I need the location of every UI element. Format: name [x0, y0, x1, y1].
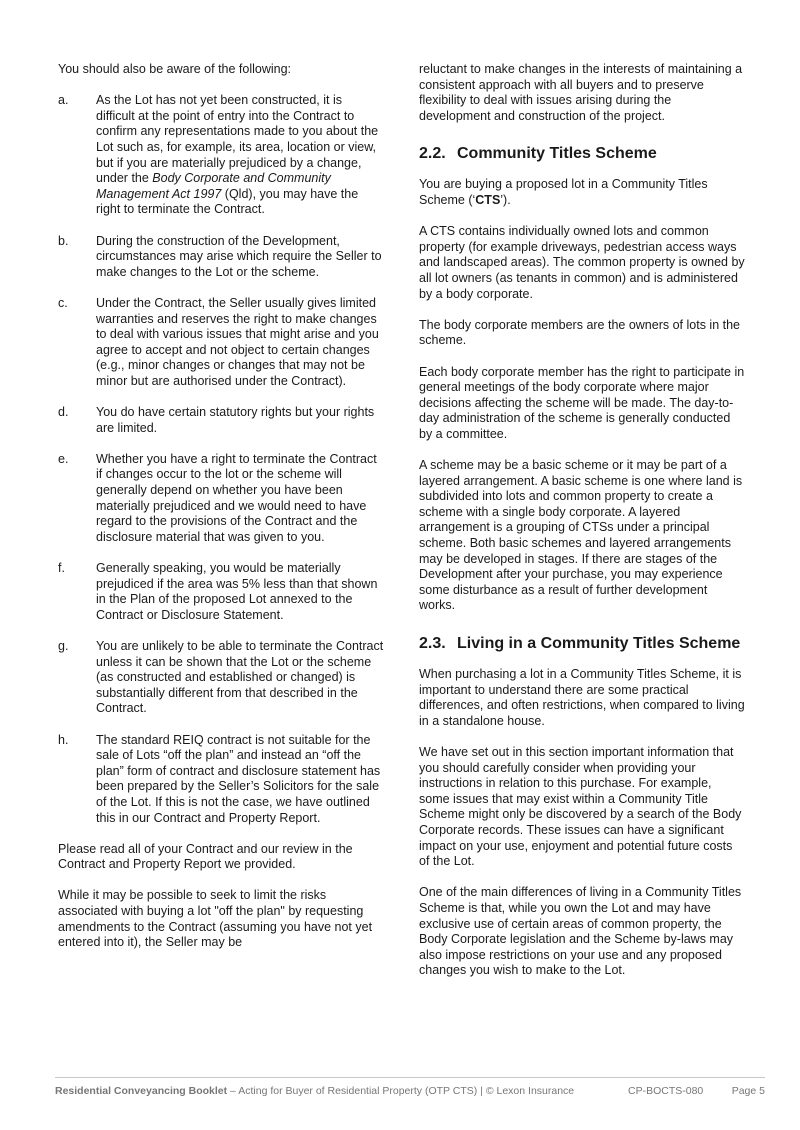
left-column	[58, 62, 384, 966]
paragraph: One of the main differences of living in a Community Titles Scheme is that, while you own the Lot and may have exclusive use of certain areas of common property, the Body Corporate legislation and the Scheme by-laws may also impose restrictions on your use and any proposed changes you wish to make to the Lot.	[419, 885, 742, 978]
footer-page-number: Page 5	[731, 1085, 765, 1097]
paragraph: Each body corporate member has the right to participate in general meetings of the body corporate where major decisions affecting the scheme will be made. The day-to-day administration of the scheme is generally conducted by a committee.	[419, 364, 745, 441]
footer-divider	[55, 1077, 765, 1078]
list-item	[58, 405, 384, 436]
list-item-text: Generally speaking, you would be materially prejudiced if the area was 5% less than that shown in the Plan of the proposed Lot annexed to the Contract or Disclosure Statement.	[96, 561, 378, 622]
paragraph: When purchasing a lot in a Community Titles Scheme, it is important to understand there are some practical differences, and often restrictions, when compared to living in a standalone house.	[419, 667, 745, 728]
list-item	[58, 296, 384, 390]
list-marker: b.	[58, 233, 69, 248]
list-marker: f.	[58, 561, 65, 575]
list-marker: a.	[58, 93, 69, 108]
list-marker: g.	[58, 638, 69, 653]
section-title: Living in a Community Titles Scheme	[457, 635, 741, 652]
list-marker: d.	[58, 405, 69, 420]
list-marker: e.	[58, 451, 69, 466]
list-item-text: Whether you have a right to terminate the Contract if changes occur to the lot or the scheme will generally depend on whether you have been materially prejudiced and we would need to have regard to the provisions of the Contract and the disclosure material that was given to you.	[96, 451, 377, 544]
list-item	[58, 452, 384, 546]
list-item-text: As the Lot has not yet been constructed, it is difficult at the point of entry into the Contract to confirm any representations made to you about the Lot such as, for example, its area, location or view, but if you are materially prejudiced by a change, under the Body Corporate and Community Management Act 1997 (Qld), you may have the right to terminate the Contract.	[96, 93, 379, 217]
list-marker: h.	[58, 732, 69, 747]
list-item	[58, 733, 384, 827]
right-column	[419, 62, 745, 994]
cts-intro-paragraph: You are buying a proposed lot in a Community Titles Scheme (‘CTS’).	[419, 177, 708, 207]
read-contract-paragraph: Please read all of your Contract and our review in the Contract and Property Report we provided.	[58, 841, 353, 872]
paragraph: The body corporate members are the owners of lots in the scheme.	[419, 317, 740, 348]
list-item-text: You do have certain statutory rights but your rights are limited.	[96, 405, 375, 435]
footer-document-code: CP-BOCTS-080	[628, 1085, 704, 1097]
list-item-text: You are unlikely to be able to terminate the Contract unless it can be shown that the Lot or the scheme (as constructed and established or changed) is substantially different from that described in the Contract.	[96, 638, 384, 716]
list-item-text: The standard REIQ contract is not suitable for the sale of Lots “off the plan” and instead an “off the plan” form of contract and disclosure statement has been prepared by the Seller’s Solicitors for the sale of the Lot. If this is not the case, we have outlined this in our Contract and Property Report.	[96, 732, 381, 825]
list-marker: c.	[58, 295, 68, 310]
continuation-paragraph: reluctant to make changes in the interests of maintaining a consistent approach with all buyers and to preserve flexibility to deal with issues arising during the development and construction of the project.	[419, 62, 743, 123]
list-item	[58, 93, 384, 218]
footer-title: Residential Conveyancing Booklet – Acting for Buyer of Residential Property (OTP CTS) | © Lexon Insurance	[55, 1085, 575, 1097]
list-item	[58, 639, 384, 717]
paragraph: A CTS contains individually owned lots and common property (for example driveways, pedestrian access ways and landscaped areas). The common property is owned by all lot owners (as tenants in common) and is administered by a body corporate.	[419, 224, 745, 301]
list-item	[58, 561, 384, 623]
section-number: 2.3.	[419, 635, 446, 652]
paragraph: We have set out in this section important information that you should carefully consider when providing your instructions in relation to this purchase. For example, some issues that may exist within a Community Title Scheme might only be discovered by a search of the Body Corporate records. These issues can have a significant impact on your use, enjoyment and potential future costs of the Lot.	[419, 744, 742, 869]
section-heading-2-3	[419, 635, 745, 653]
section-number: 2.2.	[419, 145, 446, 163]
section-title: Community Titles Scheme	[457, 145, 657, 163]
list-item-text: During the construction of the Development, circumstances may arise which require the Seller to make changes to the Lot or the scheme.	[96, 233, 382, 279]
list-item-text: Under the Contract, the Seller usually gives limited warranties and reserves the right to make changes to deal with various issues that might arise and you agree to accept and not object to certain changes (e.g., minor changes or changes that may not be minor but are authorised under the Contract).	[96, 295, 379, 388]
section-heading-2-2	[419, 145, 745, 163]
list-item	[58, 234, 384, 281]
risks-paragraph: While it may be possible to seek to limit the risks associated with buying a lot "off the plan" by requesting amendments to the Contract (assuming you have not yet entered into it), the Seller may be	[58, 888, 373, 950]
paragraph: A scheme may be a basic scheme or it may be part of a layered arrangement. A basic scheme is one where land is subdivided into lots and common property to create a scheme with a single body corporate. A layered arrangement is a grouping of CTSs under a principal scheme. Both basic schemes and layered arrangements may be developed in stages. If there are stages of the Development after your purchase, you may experience some disturbance as a result of further development works.	[419, 458, 743, 613]
intro-paragraph: You should also be aware of the following:	[58, 62, 292, 76]
